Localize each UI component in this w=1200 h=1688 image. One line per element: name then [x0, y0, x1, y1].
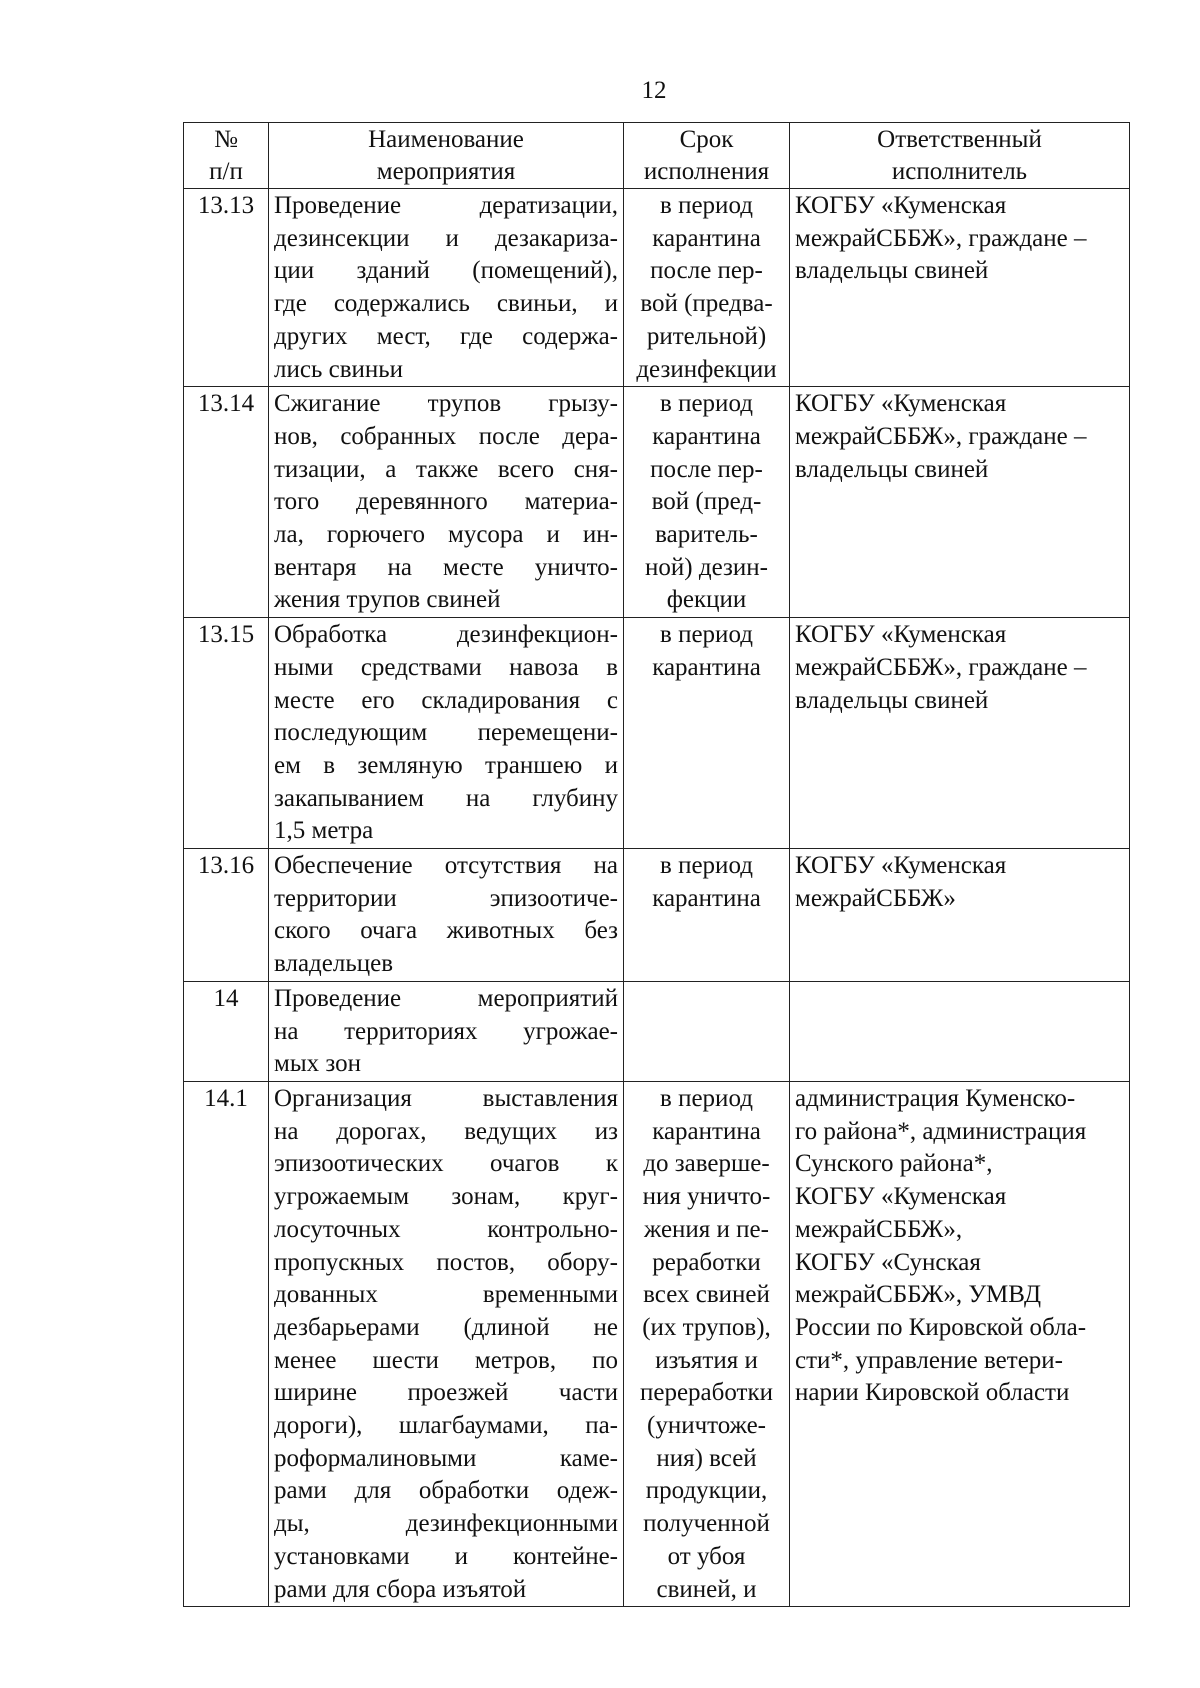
measure-name-line: Обработка дезинфекцион-	[274, 621, 618, 649]
execution-term-line: в период	[660, 390, 753, 418]
execution-term	[624, 1081, 790, 1606]
measure-name-line: мых зон	[274, 1050, 361, 1078]
header-name-line: Наименование	[368, 126, 524, 153]
execution-term	[624, 387, 790, 618]
execution-term-line: (уничтоже-	[647, 1412, 766, 1440]
measures-table	[183, 122, 1130, 1607]
execution-term-line: вой (пред-	[651, 488, 762, 516]
measure-name-line: ширине проезжей части	[274, 1379, 618, 1407]
item-number: 13.13	[184, 189, 269, 387]
item-number: 14	[184, 981, 269, 1081]
header-num-line: п/п	[209, 158, 243, 185]
measure-name-line: роформалиновыми каме-	[274, 1444, 618, 1472]
execution-term-line: рительной)	[646, 322, 767, 350]
measure-name-line: установками и контейне-	[274, 1542, 618, 1570]
responsible-executor	[790, 1081, 1130, 1606]
execution-term	[624, 189, 790, 387]
responsible-executor	[790, 387, 1130, 618]
execution-term	[624, 849, 790, 982]
measure-name-line: территории эпизоотиче-	[274, 884, 618, 912]
item-number: 13.16	[184, 849, 269, 982]
responsible-executor-line: России по Кировской обла-	[795, 1313, 1087, 1341]
measure-name-line: дороги), шлагбаумами, па-	[274, 1412, 618, 1440]
execution-term	[624, 618, 790, 849]
execution-term-line: карантина	[652, 884, 761, 912]
responsible-executor-line: КОГБУ «Куменская	[795, 390, 1007, 418]
header-responsible-line: Ответственный	[877, 126, 1042, 153]
execution-term-line: в период	[660, 1084, 753, 1112]
header-num-line: №	[214, 126, 238, 153]
measure-name-line: других мест, где содержа-	[274, 322, 618, 350]
measure-name-line: ции зданий (помещений),	[274, 257, 618, 285]
measure-name-line: Организация выставления	[274, 1084, 618, 1112]
execution-term-line: переработки	[639, 1379, 773, 1407]
execution-term-line: ния) всей	[656, 1444, 757, 1472]
measure-name-line: того деревянного материа-	[274, 488, 618, 516]
page-number: 12	[641, 77, 667, 104]
measure-name-line: ла, горючего мусора и ин-	[274, 521, 618, 549]
responsible-executor-line: КОГБУ «Куменская	[795, 621, 1007, 649]
header-name-line: мероприятия	[376, 158, 516, 185]
measure-name-line: пропускных постов, обору-	[274, 1248, 618, 1276]
table-row	[184, 981, 1130, 1081]
measure-name-line: последующим перемещени-	[274, 719, 618, 747]
measure-name-line: месте его складирования с	[274, 686, 618, 714]
responsible-executor-line: КОГБУ «Куменская	[795, 192, 1007, 219]
measure-name	[269, 981, 624, 1081]
header-name	[269, 123, 624, 189]
execution-term-line: в период	[660, 621, 753, 649]
execution-term-line: в период	[660, 192, 753, 219]
measure-name	[269, 1081, 624, 1606]
measure-name-line: менее шести метров, по	[274, 1346, 618, 1374]
measure-name	[269, 849, 624, 982]
responsible-executor	[790, 849, 1130, 982]
execution-term-line: в период	[660, 852, 753, 880]
measure-name-line: лосуточных контрольно-	[274, 1215, 618, 1243]
responsible-executor-line: нарии Кировской области	[795, 1379, 1070, 1407]
execution-term-line: ной) дезин-	[645, 553, 768, 581]
execution-term	[624, 981, 790, 1081]
table-row	[184, 387, 1130, 618]
table-row	[184, 618, 1130, 849]
measure-name-line: дованных временными	[274, 1281, 618, 1309]
responsible-executor-line: го района*, администрация	[795, 1117, 1087, 1145]
measure-name-line: где содержались свиньи, и	[274, 290, 618, 318]
execution-term-line: после пер-	[650, 455, 763, 483]
execution-term-line: полученной	[643, 1510, 770, 1538]
execution-term-line: карантина	[652, 653, 761, 681]
measure-name	[269, 387, 624, 618]
measure-name-line: ными средствами навоза в	[274, 653, 618, 681]
responsible-executor-line: КОГБУ «Куменская	[795, 852, 1007, 880]
responsible-executor-line: межрайСББЖ», граждане –	[795, 224, 1087, 252]
responsible-executor-line: владельцы свиней	[795, 455, 989, 483]
table-row	[184, 1081, 1130, 1606]
item-number: 13.15	[184, 618, 269, 849]
measure-name-line: 1,5 метра	[274, 817, 374, 845]
responsible-executor-line: администрация Куменско-	[795, 1084, 1076, 1112]
measure-name-line: рами для обработки одеж-	[274, 1477, 618, 1505]
measure-name-line: ского очага животных без	[274, 917, 618, 945]
item-number: 14.1	[184, 1081, 269, 1606]
measure-name-line: дезбарьерами (длиной не	[274, 1313, 618, 1341]
execution-term-line: продукции,	[645, 1477, 768, 1505]
responsible-executor	[790, 618, 1130, 849]
table-row	[184, 849, 1130, 982]
execution-term-line: фекции	[666, 586, 747, 614]
execution-term-line: карантина	[652, 422, 761, 450]
responsible-executor-line: владельцы свиней	[795, 686, 989, 714]
measure-name-line: Проведение мероприятий	[274, 984, 618, 1012]
execution-term-line: реработки	[652, 1248, 761, 1276]
responsible-executor-line: Сунского района*,	[795, 1150, 993, 1178]
responsible-executor-line: межрайСББЖ», граждане –	[795, 653, 1087, 681]
measure-name-line: ды, дезинфекционными	[274, 1510, 618, 1538]
responsible-executor-line: владельцы свиней	[795, 257, 989, 285]
execution-term-line: вой (предва-	[640, 290, 773, 318]
table-body	[184, 189, 1130, 1607]
measure-name	[269, 189, 624, 387]
table-row	[184, 189, 1130, 387]
header-responsible-line: исполнитель	[891, 158, 1028, 185]
measure-name-line: Проведение дератизации,	[274, 192, 618, 219]
measure-name-line: тизации, а также всего сня-	[274, 455, 618, 483]
execution-term-line: ния уничто-	[642, 1183, 771, 1211]
measure-name-line: ем в земляную траншею и	[274, 751, 618, 779]
execution-term-line: карантина	[652, 224, 761, 252]
header-num	[184, 123, 269, 189]
execution-term-line: (их трупов),	[642, 1313, 771, 1341]
measure-name-line: на дорогах, ведущих из	[274, 1117, 618, 1145]
responsible-executor-line: межрайСББЖ», граждане –	[795, 422, 1087, 450]
item-number: 13.14	[184, 387, 269, 618]
measure-name-line: эпизоотических очагов к	[274, 1150, 618, 1178]
execution-term-line: от убоя	[667, 1542, 746, 1570]
measure-name-line: лись свиньи	[274, 355, 404, 383]
measure-name-line: Сжигание трупов грызу-	[274, 390, 618, 418]
execution-term-line: изъятия и	[655, 1346, 758, 1374]
responsible-executor-line: КОГБУ «Сунская	[795, 1248, 981, 1276]
measure-name-line: жения трупов свиней	[274, 586, 501, 614]
measure-name-line: нов, собранных после дера-	[274, 422, 618, 450]
table-header-row	[184, 123, 1130, 189]
execution-term-line: свиней, и	[656, 1575, 757, 1603]
responsible-executor-line: межрайСББЖ»	[795, 884, 956, 912]
execution-term-line: карантина	[652, 1117, 761, 1145]
header-responsible	[790, 123, 1130, 189]
execution-term-line: всех свиней	[643, 1281, 770, 1309]
responsible-executor-line: сти*, управление ветери-	[795, 1346, 1064, 1374]
measure-name-line: угрожаемым зонам, круг-	[274, 1183, 618, 1211]
responsible-executor-line: межрайСББЖ»,	[795, 1215, 963, 1243]
execution-term-line: дезинфекции	[636, 355, 777, 383]
measure-name-line: Обеспечение отсутствия на	[274, 852, 618, 880]
measure-name-line: на территориях угрожае-	[274, 1017, 618, 1045]
responsible-executor-line: КОГБУ «Куменская	[795, 1183, 1007, 1211]
header-term	[624, 123, 790, 189]
execution-term-line: варитель-	[655, 521, 758, 549]
measure-name-line: закапыванием на глубину	[274, 784, 618, 812]
responsible-executor	[790, 189, 1130, 387]
measure-name	[269, 618, 624, 849]
measure-name-line: вентаря на месте уничто-	[274, 553, 618, 581]
execution-term-line: после пер-	[650, 257, 763, 285]
execution-term-line: до заверше-	[643, 1150, 770, 1178]
responsible-executor	[790, 981, 1130, 1081]
measure-name-line: владельцев	[274, 950, 394, 978]
measure-name-line: рами для сбора изъятой	[274, 1575, 527, 1603]
header-term-line: Срок	[679, 126, 734, 153]
measure-name-line: дезинсекции и дезакариза-	[274, 224, 618, 252]
responsible-executor-line: межрайСББЖ», УМВД	[795, 1281, 1042, 1309]
header-term-line: исполнения	[643, 158, 770, 185]
execution-term-line: жения и пе-	[644, 1215, 769, 1243]
